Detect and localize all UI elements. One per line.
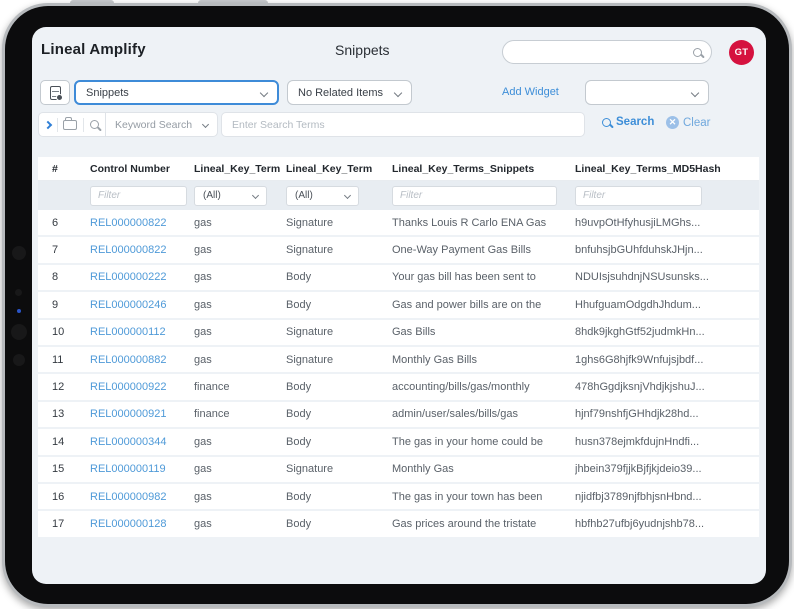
row-index: 10 <box>52 326 65 339</box>
snippet-cell: The gas in your town has been <box>392 490 543 503</box>
control-number-link[interactable]: REL000000822 <box>90 216 167 229</box>
row-index: 9 <box>52 298 59 311</box>
table-row <box>38 457 759 484</box>
column-header-index[interactable]: # <box>52 162 58 175</box>
control-number-link[interactable]: REL000000344 <box>90 435 167 448</box>
control-number-filter-input[interactable] <box>90 186 187 206</box>
clear-circle-x-icon: ✕ <box>666 116 679 129</box>
table-row <box>38 511 759 538</box>
column-header-control-number[interactable]: Control Number <box>90 162 170 175</box>
tablet-bezel <box>5 6 789 604</box>
control-number-link[interactable]: REL000000822 <box>90 244 167 257</box>
snippet-cell: The gas in your home could be <box>392 435 544 448</box>
key-term-1-cell: gas <box>194 271 212 284</box>
md5hash-filter-input[interactable] <box>575 186 702 206</box>
divider <box>83 118 84 132</box>
filter-all-value: (All) <box>295 190 313 201</box>
chevron-down-icon <box>394 88 402 96</box>
md5hash-cell: h9uvpOtHfyhusjiLMGhs... <box>575 216 701 229</box>
app-title: Lineal Amplify <box>41 41 146 58</box>
table-row <box>38 374 759 401</box>
md5hash-cell: hbfhb27ufbj6yudnjshb78... <box>575 517 705 530</box>
column-header-key-term-1[interactable]: Lineal_Key_Term <box>194 162 281 175</box>
chevron-down-icon <box>691 88 699 96</box>
md5hash-cell: NDUIsjsuhdnjNSUsunsks... <box>575 271 709 284</box>
key-term-2-cell: Body <box>286 381 312 394</box>
search-terms-input[interactable] <box>221 112 585 137</box>
chevron-down-icon <box>260 88 268 96</box>
md5hash-cell: 478hGgdjksnjVhdjkjshuJ... <box>575 381 705 394</box>
key-term-2-filter-select[interactable] <box>286 186 359 206</box>
key-term-1-cell: finance <box>194 381 230 394</box>
column-header-snippets[interactable]: Lineal_Key_Terms_Snippets <box>392 162 535 175</box>
md5hash-cell: husn378ejmkfdujnHndfi... <box>575 435 700 448</box>
table-row <box>38 484 759 511</box>
clear-button-label: Clear <box>683 116 711 129</box>
table-row <box>38 320 759 347</box>
report-document-button[interactable] <box>40 80 70 105</box>
table-row <box>38 210 759 237</box>
row-index: 6 <box>52 216 59 229</box>
key-term-2-cell: Signature <box>286 353 334 366</box>
key-term-1-cell: gas <box>194 326 212 339</box>
column-header-md5hash[interactable]: Lineal_Key_Terms_MD5Hash <box>575 162 721 175</box>
key-term-2-cell: Body <box>286 298 312 311</box>
key-term-1-cell: gas <box>194 463 212 476</box>
filter-all-value: (All) <box>203 190 221 201</box>
md5hash-cell: njidfbj3789njfbhjsnHbnd... <box>575 490 702 503</box>
key-term-1-cell: gas <box>194 216 212 229</box>
key-term-2-cell: Signature <box>286 326 334 339</box>
search-mode-icon[interactable] <box>90 120 99 129</box>
snippet-cell: Gas Bills <box>392 326 436 339</box>
add-widget-link[interactable]: Add Widget <box>502 86 559 98</box>
document-icon <box>50 86 61 100</box>
avatar[interactable]: GT <box>729 40 754 65</box>
row-index: 12 <box>52 381 65 394</box>
camera-lens-icon <box>11 324 27 340</box>
row-index: 14 <box>52 435 65 448</box>
column-header-key-term-2[interactable]: Lineal_Key_Term <box>286 162 373 175</box>
key-term-1-cell: gas <box>194 244 212 257</box>
key-term-1-cell: gas <box>194 490 212 503</box>
row-index: 7 <box>52 244 59 257</box>
table-filter-row <box>38 181 759 210</box>
snippet-cell: admin/user/sales/bills/gas <box>392 408 518 421</box>
snippet-cell: Monthly Gas <box>392 463 454 476</box>
expand-chevron-icon[interactable] <box>44 120 52 128</box>
snippet-cell: Monthly Gas Bills <box>392 353 477 366</box>
global-search-input[interactable] <box>503 41 693 63</box>
key-term-1-cell: gas <box>194 435 212 448</box>
app-screen <box>32 27 766 584</box>
keyword-search-select[interactable] <box>106 112 218 137</box>
key-term-2-cell: Body <box>286 517 312 530</box>
row-index: 16 <box>52 490 65 503</box>
view-select[interactable] <box>74 80 279 105</box>
key-term-2-cell: Body <box>286 408 312 421</box>
search-button-label: Search <box>616 116 655 128</box>
table-row <box>38 429 759 456</box>
table-row <box>38 347 759 374</box>
widget-select[interactable] <box>585 80 709 105</box>
page-title: Snippets <box>335 42 390 58</box>
row-index: 17 <box>52 517 65 530</box>
chevron-down-icon <box>252 192 259 199</box>
search-button[interactable] <box>602 116 654 128</box>
table-row <box>38 237 759 264</box>
table-row <box>38 292 759 319</box>
clear-button[interactable] <box>666 116 710 129</box>
search-toolbar-icons <box>38 112 106 137</box>
table-header-row <box>38 157 759 181</box>
folder-icon[interactable] <box>63 120 77 130</box>
search-icon <box>693 48 702 57</box>
control-number-link[interactable]: REL000000112 <box>90 326 166 339</box>
tablet-device <box>2 3 792 607</box>
row-index: 8 <box>52 271 59 284</box>
search-icon <box>602 118 611 127</box>
snippet-cell: Gas prices around the tristate <box>392 517 537 530</box>
key-term-1-cell: finance <box>194 408 230 421</box>
snippet-cell: Your gas bill has been sent to <box>392 271 536 284</box>
key-term-2-cell: Body <box>286 490 312 503</box>
row-index: 13 <box>52 408 65 421</box>
md5hash-cell: 1ghs6G8hjfk9Wnfujsjbdf... <box>575 353 704 366</box>
key-term-1-cell: gas <box>194 353 212 366</box>
md5hash-cell: HhufguamOdgdhJhdum... <box>575 298 701 311</box>
control-number-link[interactable]: REL000000922 <box>90 381 167 394</box>
md5hash-cell: hjnf79nshfjGHhdjk28hd... <box>575 408 699 421</box>
row-index: 15 <box>52 463 65 476</box>
md5hash-cell: 8hdk9jkghGtf52judmkHn... <box>575 326 705 339</box>
control-number-link[interactable]: REL000000982 <box>90 490 167 503</box>
related-items-select[interactable] <box>287 80 412 105</box>
key-term-2-cell: Body <box>286 271 312 284</box>
md5hash-cell: jhbein379fjjkBjfjkjdeio39... <box>575 463 702 476</box>
key-term-1-filter-select[interactable] <box>194 186 267 206</box>
control-number-link[interactable]: REL000000882 <box>90 353 167 366</box>
snippet-cell: accounting/bills/gas/monthly <box>392 381 530 394</box>
related-items-value: No Related Items <box>298 86 383 99</box>
row-index: 11 <box>52 353 64 366</box>
chevron-down-icon <box>202 121 209 128</box>
camera-indicator-icon <box>17 309 21 313</box>
key-term-2-cell: Signature <box>286 244 334 257</box>
control-number-link[interactable]: REL000000921 <box>90 408 167 421</box>
key-term-2-cell: Signature <box>286 463 334 476</box>
key-term-1-cell: gas <box>194 298 212 311</box>
key-term-2-cell: Signature <box>286 216 334 229</box>
view-select-value: Snippets <box>86 86 129 99</box>
camera-lens-icon <box>13 354 25 366</box>
snippet-cell: Thanks Louis R Carlo ENA Gas <box>392 216 547 229</box>
snippet-cell: Gas and power bills are on the <box>392 298 542 311</box>
snippets-filter-input[interactable] <box>392 186 557 206</box>
key-term-2-cell: Body <box>286 435 312 448</box>
snippet-cell: One-Way Payment Gas Bills <box>392 244 531 257</box>
table-body <box>38 210 759 539</box>
global-search-box[interactable] <box>502 40 712 64</box>
key-term-1-cell: gas <box>194 517 212 530</box>
control-number-link[interactable]: REL000000119 <box>90 463 166 476</box>
control-number-link[interactable]: REL000000246 <box>90 298 167 311</box>
divider <box>57 118 58 132</box>
keyword-search-value: Keyword Search <box>115 118 193 131</box>
snippets-table <box>38 157 759 539</box>
table-row <box>38 402 759 429</box>
md5hash-cell: bnfuhsjbGUhfduhskJHjn... <box>575 244 703 257</box>
chevron-down-icon <box>344 192 351 199</box>
control-number-link[interactable]: REL000000222 <box>90 271 167 284</box>
table-row <box>38 265 759 292</box>
control-number-link[interactable]: REL000000128 <box>90 517 167 530</box>
camera-lens-icon <box>12 246 26 260</box>
camera-sensor-icon <box>15 289 22 296</box>
